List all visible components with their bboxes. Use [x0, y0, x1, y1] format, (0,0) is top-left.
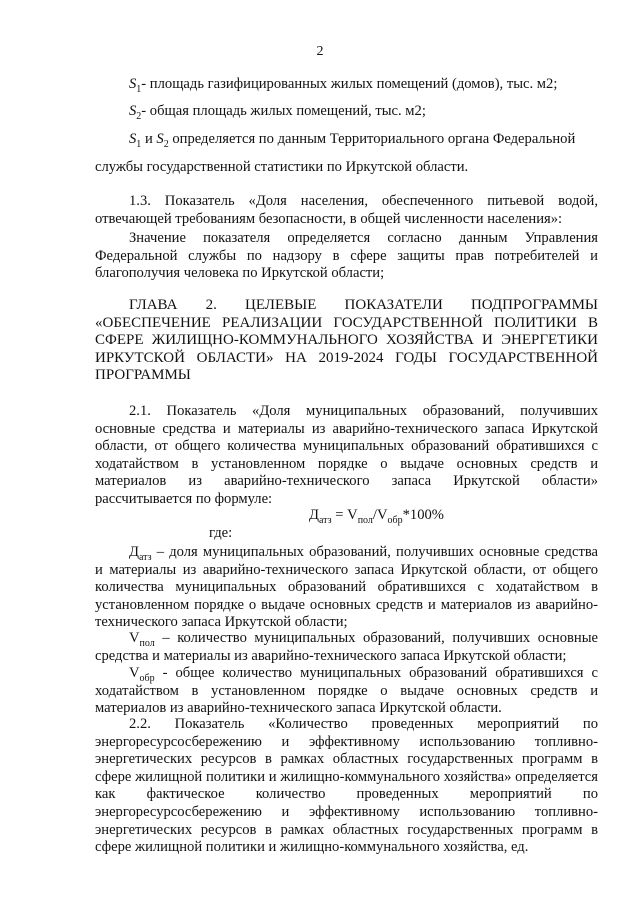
datz-text: – доля муниципальных образований, получивших основные средства и материалы из аварийно-технического запаса Иркутской области, от общего количества муниципальных образований обратившихся с ходатайством в установленном порядке о выдаче основных средств и материалов из аварийно-технического запаса Иркутской области; — [95, 544, 598, 631]
formula — [95, 507, 598, 525]
formula-tail: *100% — [402, 507, 444, 523]
s2-definition — [95, 103, 598, 121]
vobr-subscript: обр — [139, 672, 155, 684]
paragraph-1-3: 1.3. Показатель «Доля населения, обеспеченного питьевой водой, отвечающей требованиям безопасности, в общей численности населения»: — [95, 193, 598, 227]
page-number: 2 — [316, 44, 324, 59]
where-label: где: — [209, 525, 233, 541]
vpol-text: – количество муниципальных образований, получивших основные средства и материалы из аварийно-технического запаса Иркутской области; — [95, 630, 598, 664]
s2-subscript-2: 2 — [163, 138, 169, 150]
s2-symbol: S — [129, 103, 137, 119]
source-text: определяется по данным Территориального органа Федеральной — [168, 131, 576, 147]
s1-subscript: 1 — [136, 83, 142, 95]
s1-text: - площадь газифицированных жилых помещений (домов), тыс. м2; — [141, 76, 558, 92]
s-source-line — [95, 131, 598, 149]
s2-subscript: 2 — [136, 110, 142, 122]
s-source-line-2: службы государственной статистики по Иркутской области. — [95, 159, 469, 175]
s1-symbol: S — [129, 76, 137, 92]
s2-symbol-2: S — [156, 131, 164, 147]
formula-lhs: Д — [309, 507, 319, 523]
s1-definition — [95, 76, 598, 94]
paragraph-2-2: 2.2. Показатель «Количество проведенных мероприятий по энергоресурсосбережению и эффективному использованию топливно-энергетических ресурсов в рамках областных государственных программ в сфере жилищной политики и жилищно-коммунального хозяйства» определяется как фактическое количество проведенных мероприятий по энергоресурсосбережению и эффективному использованию топливно-энергетических ресурсов в рамках областных государственных программ в сфере жилищной политики и жилищно-коммунального хозяйства, ед. — [95, 716, 598, 856]
s1-subscript-2: 1 — [136, 138, 142, 150]
s1-symbol-2: S — [129, 131, 137, 147]
vpol-subscript: пол — [139, 637, 155, 649]
s2-text: - общая площадь жилых помещений, тыс. м2; — [141, 103, 426, 119]
definition-vobr — [95, 665, 598, 718]
formula-eq: = V — [331, 507, 358, 523]
chapter-heading: ГЛАВА 2. ЦЕЛЕВЫЕ ПОКАЗАТЕЛИ ПОДПРОГРАММЫ «ОБЕСПЕЧЕНИЕ РЕАЛИЗАЦИИ ГОСУДАРСТВЕННОЙ ПОЛИТИКИ В СФЕРЕ ЖИЛИЩНО-КОММУНАЛЬНОГО ХОЗЯЙСТВА И ЭНЕРГЕТИКИ ИРКУТСКОЙ ОБЛАСТИ» НА 2019-2024 ГОДЫ ГОСУДАРСТВЕННОЙ ПРОГРАММЫ — [95, 297, 598, 383]
formula-slash: /V — [372, 507, 388, 523]
paragraph-2-1: 2.1. Показатель «Доля муниципальных образований, получивших основные средства и материалы из аварийно-технического запаса Иркутской области, от общего количества муниципальных образований обратившихся с ходатайством в установленном порядке о выдаче основных средств и материалов из аварийно-технического запаса Иркутской области» рассчитывается по формуле: — [95, 403, 598, 507]
definition-vpol — [95, 630, 598, 665]
formula-lhs-sub: атз — [319, 514, 332, 526]
datz-symbol: Д — [129, 544, 139, 560]
vobr-symbol: V — [129, 665, 140, 681]
formula-pol-sub: пол — [357, 514, 373, 526]
definition-datz — [95, 544, 598, 632]
and-word: и — [141, 131, 157, 147]
vobr-text: - общее количество муниципальных образований обратившихся с ходатайством в установленном порядке о выдаче основных средств и материалов из аварийно-технического запаса Иркутской области. — [95, 665, 598, 717]
vpol-symbol: V — [129, 630, 140, 646]
formula-obr-sub: обр — [387, 514, 403, 526]
paragraph-1-3-value: Значение показателя определяется согласно данным Управления Федеральной службы по надзору в сфере защиты прав потребителей и благополучия человека по Иркутской области; — [95, 230, 598, 282]
datz-subscript: атз — [138, 551, 152, 563]
